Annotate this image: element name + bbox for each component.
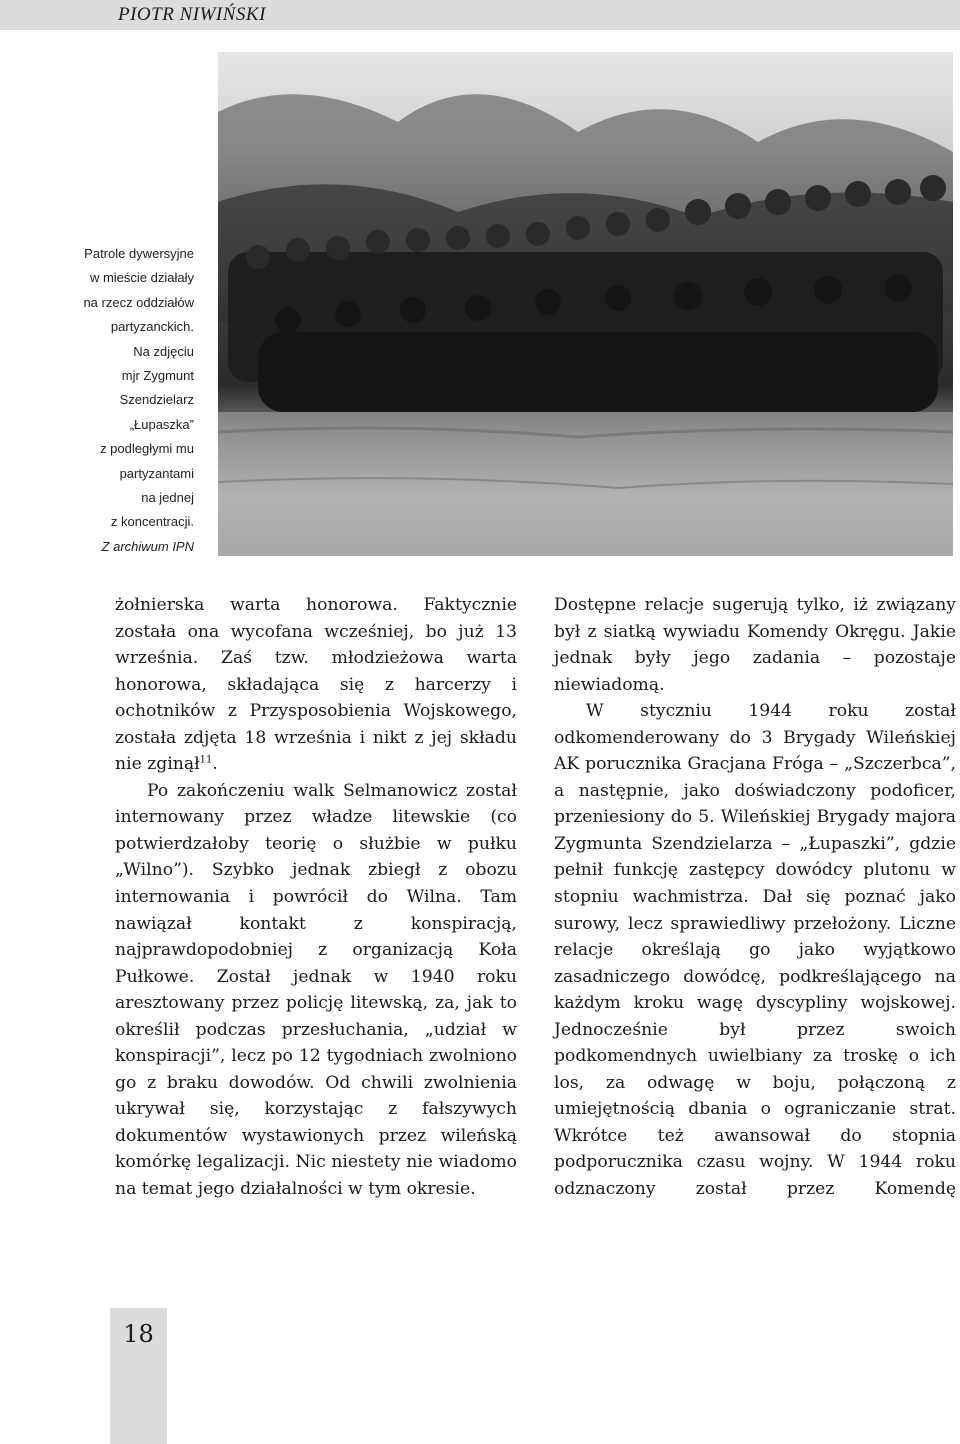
- paragraph: Po zakończeniu walk Selmanowicz został internowany przez władze litewskie (co potwierdzałoby teorię o służbie w pułku „Wilno”). Szybko jednak zbiegł z obozu internowania i powrócił do Wilna. Tam nawiązał kontakt z konspiracją, najprawdopodobniej z organizacją Koła Pułkowe. Został jednak w 1940 roku aresztowany przez policję litewską, za, jak to określił podczas przesłuchania, „udział w konspiracji”, lecz po 12 tygodniach zwolniono go z braku dowodów. Od chwili zwolnienia ukrywał się, korzystając z fałszywych dokumentów wystawionych przez wileńską komórkę legalizacji. Nic niestety nie wiadomo na temat jego działalności w tym okresie.: [115, 780, 517, 1200]
- caption-line: na rzecz oddziałów: [83, 294, 194, 310]
- caption-source: Z archiwum IPN: [101, 538, 194, 554]
- caption-line: Patrole dywersyjne: [84, 246, 194, 261]
- caption-line: partyzanckich.: [110, 319, 194, 335]
- page-number: 18: [123, 1320, 154, 1348]
- paragraph-end: .: [212, 754, 218, 775]
- partisans-group-photo: [218, 52, 953, 556]
- header-author: PIOTR NIWIŃSKI: [118, 4, 266, 25]
- page-number-box: [110, 1308, 167, 1444]
- paragraph: Dostępne relacje sugerują tylko, iż związany był z siatką wywiadu Komendy Okręgu. Jakie jednak były jego zadania – pozostaje niewiadomą.: [554, 595, 956, 695]
- paragraph: [115, 592, 517, 778]
- paragraph: W styczniu 1944 roku został odkomenderowany do 3 Brygady Wileńskiej AK porucznika Gracjana Fróga – „Szczerbca”, a następnie, jako doświadczony podoficer, przeniesiony do 5. Wileńskiej Brygady majora Zygmunta Szendzielarza – „Łupaszki”, gdzie pełnił funkcję zastępcy dowódcy plutonu w stopniu wachmistrza. Dał się poznać jako surowy, lecz sprawiedliwy przełożony. Liczne relacje określają go jako wyjątkowo zasadniczego dowódcę, podkreślającego na każdym kroku wagę dyscypliny wojskowej. Jednocześnie był przez swoich podkomendnych uwielbiany za troskę o ich los, za odwagę w boju, połączoną z umiejętnością dbania o ograniczanie strat. Wkrótce też awansował do stopnia podporucznika czasu wojny. W 1944 roku odznaczony został przez Komendę: [554, 701, 956, 1200]
- caption-line: w mieście działały: [89, 270, 194, 286]
- photo-caption: [40, 242, 194, 559]
- photo-illustration: [218, 52, 953, 556]
- caption-line: z koncentracji.: [110, 514, 194, 530]
- caption-line: Na zdjęciu: [133, 343, 194, 359]
- paragraph-text: żołnierska warta honorowa. Faktycznie została ona wycofana wcześniej, bo już 13 września. Zaś tzw. młodzieżowa warta honorowa, składająca się z harcerzy i ochotników z Przysposobienia Wojskowego, została zdjęta 18 września i nikt z jej składu nie zginął: [115, 595, 517, 775]
- left-column: [115, 592, 517, 1203]
- footnote-ref: 11: [199, 754, 213, 766]
- right-column: [554, 592, 956, 1203]
- caption-line: Szendzielarz: [119, 392, 194, 408]
- caption-line: z podległymi mu: [100, 441, 194, 457]
- caption-line: „Łupaszka”: [129, 416, 194, 432]
- caption-line: na jednej: [141, 490, 194, 506]
- caption-line: partyzantami: [119, 465, 194, 481]
- running-header: [0, 0, 960, 30]
- caption-line: mjr Zygmunt: [121, 368, 194, 384]
